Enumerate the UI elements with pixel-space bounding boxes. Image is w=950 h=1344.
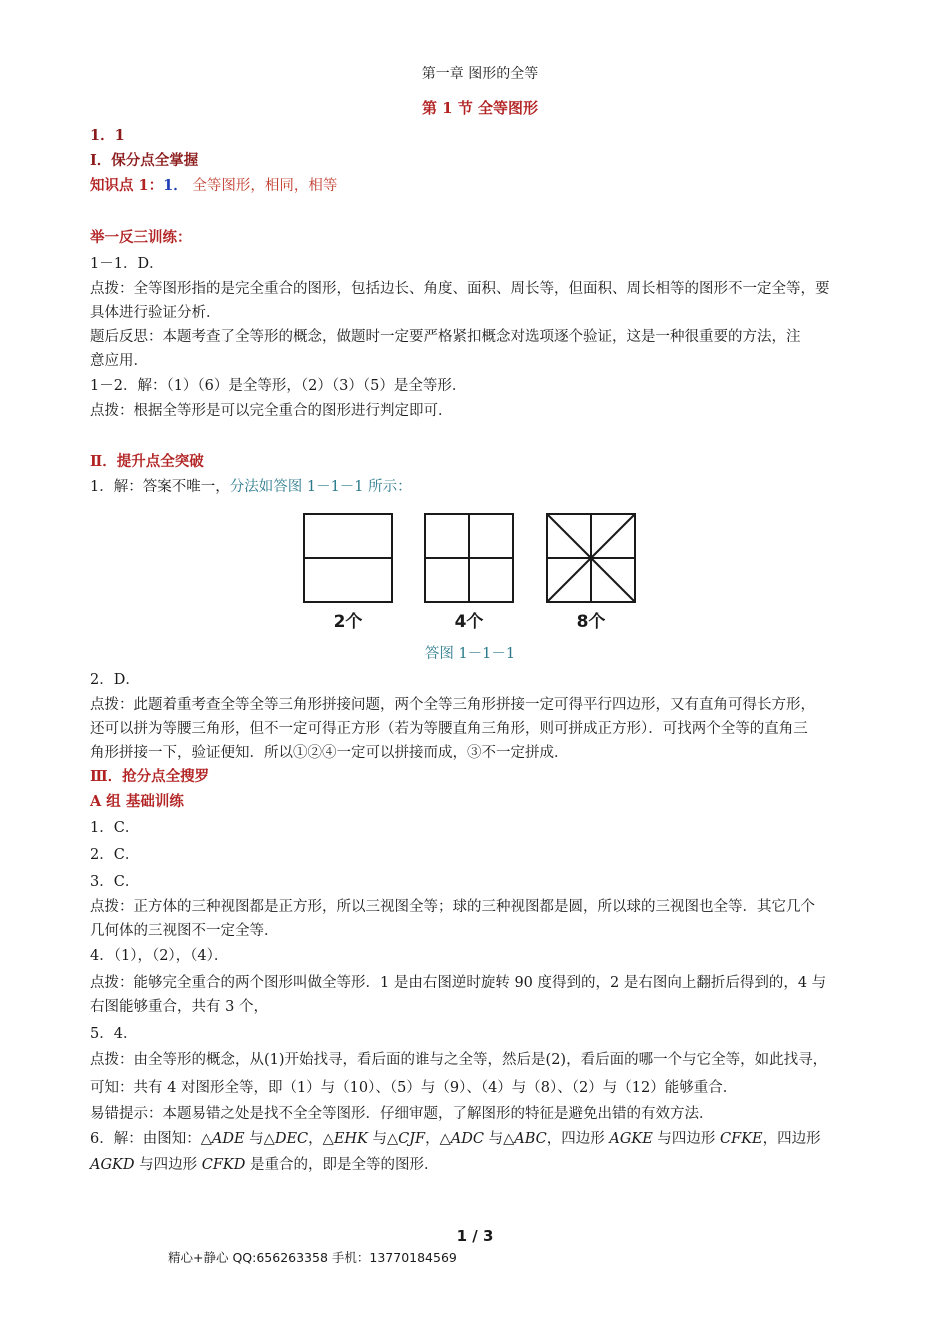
section-title: 第 1 节 全等图形	[421, 99, 539, 117]
group-a-error-hint: 易错提示：本题易错之处是找不全全等图形．仔细审题，了解图形的特征是避免出错的有效方法．	[90, 1106, 714, 1122]
a6-text: 与四边形	[652, 1131, 721, 1147]
figure-svg	[298, 508, 638, 636]
a6-math: ABC	[514, 1131, 547, 1147]
figure-label-8: 8个	[576, 612, 606, 632]
a6-text: 是重合的，即是全等的图形．	[245, 1157, 439, 1173]
question-1	[90, 477, 412, 497]
a6-math: CFKD	[201, 1157, 246, 1173]
group-a-answer-6-line-1	[90, 1129, 821, 1149]
a6-math: CFKE	[720, 1131, 763, 1147]
a6-math: AGKE	[609, 1131, 653, 1147]
knowledge-point-num: 1．	[163, 177, 188, 194]
a6-text: ，四边形	[546, 1131, 610, 1147]
a6-math: DEC	[274, 1131, 309, 1147]
part1-heading: Ⅰ．保分点全掌握	[90, 152, 199, 169]
chapter-title: 第一章 图形的全等	[421, 66, 539, 82]
reflect-1-1-a: 题后反思：本题考查了全等形的概念，做题时一定要严格紧扣概念对选项逐个验证，这是一种很重要的方法，注	[90, 329, 801, 345]
figure-label-4: 4个	[454, 612, 484, 632]
group-a-tip-5-b: 可知：共有 4 对图形全等，即（1）与（10）、（5）与（9）、（4）与（8）、（2）与（12）能够重合．	[90, 1080, 738, 1096]
group-a-tip-3-a: 点拨：正方体的三种视图都是正方形，所以三视图全等；球的三种视图都是圆，所以球的三视图也全等．其它几个	[90, 899, 815, 915]
part2-heading: Ⅱ．提升点全突破	[90, 453, 204, 470]
a6-text: 与△	[483, 1131, 515, 1147]
knowledge-point	[90, 176, 337, 196]
tip-1-2: 点拨：根据全等形是可以完全重合的图形进行判定即可．	[90, 403, 453, 419]
a6-math: EHK	[333, 1131, 368, 1147]
group-a-answer-4: 4．（1），（2），（4）．	[90, 948, 229, 964]
a6-text: ，△	[425, 1131, 451, 1147]
tip-1-1-b: 具体进行验证分析．	[90, 305, 221, 321]
group-a-tip-5-a: 点拨：由全等形的概念，从(1)开始找寻，看后面的谁与之全等，然后是(2)，看后面的哪一个与它全等，如此找寻，	[90, 1052, 828, 1068]
figure-caption: 答图 1－1－1	[424, 646, 516, 662]
a6-text: 与四边形	[134, 1157, 202, 1173]
question-1-figure-ref: 分法如答图 1－1－1 所示：	[229, 479, 412, 495]
page-number: 1 / 3	[456, 1227, 494, 1245]
a6-math: CJF	[398, 1131, 426, 1147]
question-2: 2．D．	[90, 672, 140, 688]
a6-math: ADE	[211, 1131, 245, 1147]
group-a-answer-6-line-2	[90, 1155, 438, 1175]
group-a-answer-2: 2．C．	[90, 847, 140, 863]
a6-text: 与△	[367, 1131, 399, 1147]
answer-1-2: 1－2．解：（1）（6）是全等形，（2）（3）（5）是全等形．	[90, 378, 467, 394]
figure-rect-2	[304, 514, 392, 602]
question-1-prefix: 1．解：答案不唯一，	[90, 479, 230, 495]
figure-rect-4	[425, 514, 513, 602]
knowledge-point-label: 知识点 1：	[90, 177, 164, 194]
a6-math: AGKD	[90, 1157, 135, 1173]
a6-text: 6．解：由图知：△	[90, 1131, 212, 1147]
group-a-answer-5: 5．4．	[90, 1026, 138, 1042]
group-a-tip-3-b: 几何体的三视图不一定全等．	[90, 923, 279, 939]
figure-label-2: 2个	[333, 612, 363, 632]
figure-rect-8	[547, 514, 635, 602]
group-a-tip-4-a: 点拨：能够完全重合的两个图形叫做全等形．1 是由右图逆时旋转 90 度得到的，2 是右图向上翻折后得到的，4 与	[90, 975, 827, 991]
page-footer: 精心+静心 QQ:656263358 手机：13770184569	[168, 1250, 457, 1265]
a6-text: ，四边形	[762, 1131, 821, 1147]
question-2-tip-c: 角形拼接一下，验证便知．所以①②④一定可以拼接而成，③不一定拼成．	[90, 745, 569, 761]
question-2-tip-a: 点拨：此题着重考查全等全等三角形拼接问题，两个全等三角形拼接一定可得平行四边形，又有直角可得长方形，	[90, 697, 815, 713]
tip-1-1-a: 点拨：全等图形指的是完全重合的图形，包括边长、角度、面积、周长等，但面积、周长相等的图形不一定全等，要	[90, 281, 830, 297]
group-a-tip-4-b: 右图能够重合，共有 3 个，	[90, 999, 268, 1015]
section-number: 1．1	[90, 127, 125, 144]
part3-heading: Ⅲ．抢分点全搜罗	[90, 768, 210, 785]
a6-text: ，△	[308, 1131, 334, 1147]
answer-figure	[298, 508, 638, 636]
practice-heading: 举一反三训练：	[90, 229, 192, 246]
a6-text: 与△	[244, 1131, 275, 1147]
group-a-heading: A 组 基础训练	[90, 793, 184, 810]
a6-math: ADC	[450, 1131, 484, 1147]
reflect-1-1-b: 意应用．	[90, 353, 148, 369]
group-a-answer-3: 3．C．	[90, 874, 140, 890]
knowledge-point-text: 全等图形，相同，相等	[187, 178, 338, 194]
question-2-tip-b: 还可以拼为等腰三角形，但不一定可得正方形（若为等腰直角三角形，则可拼成正方形）．可找两个全等的直角三	[90, 721, 808, 737]
group-a-answer-1: 1．C．	[90, 820, 140, 836]
answer-1-1: 1－1．D．	[90, 256, 164, 272]
